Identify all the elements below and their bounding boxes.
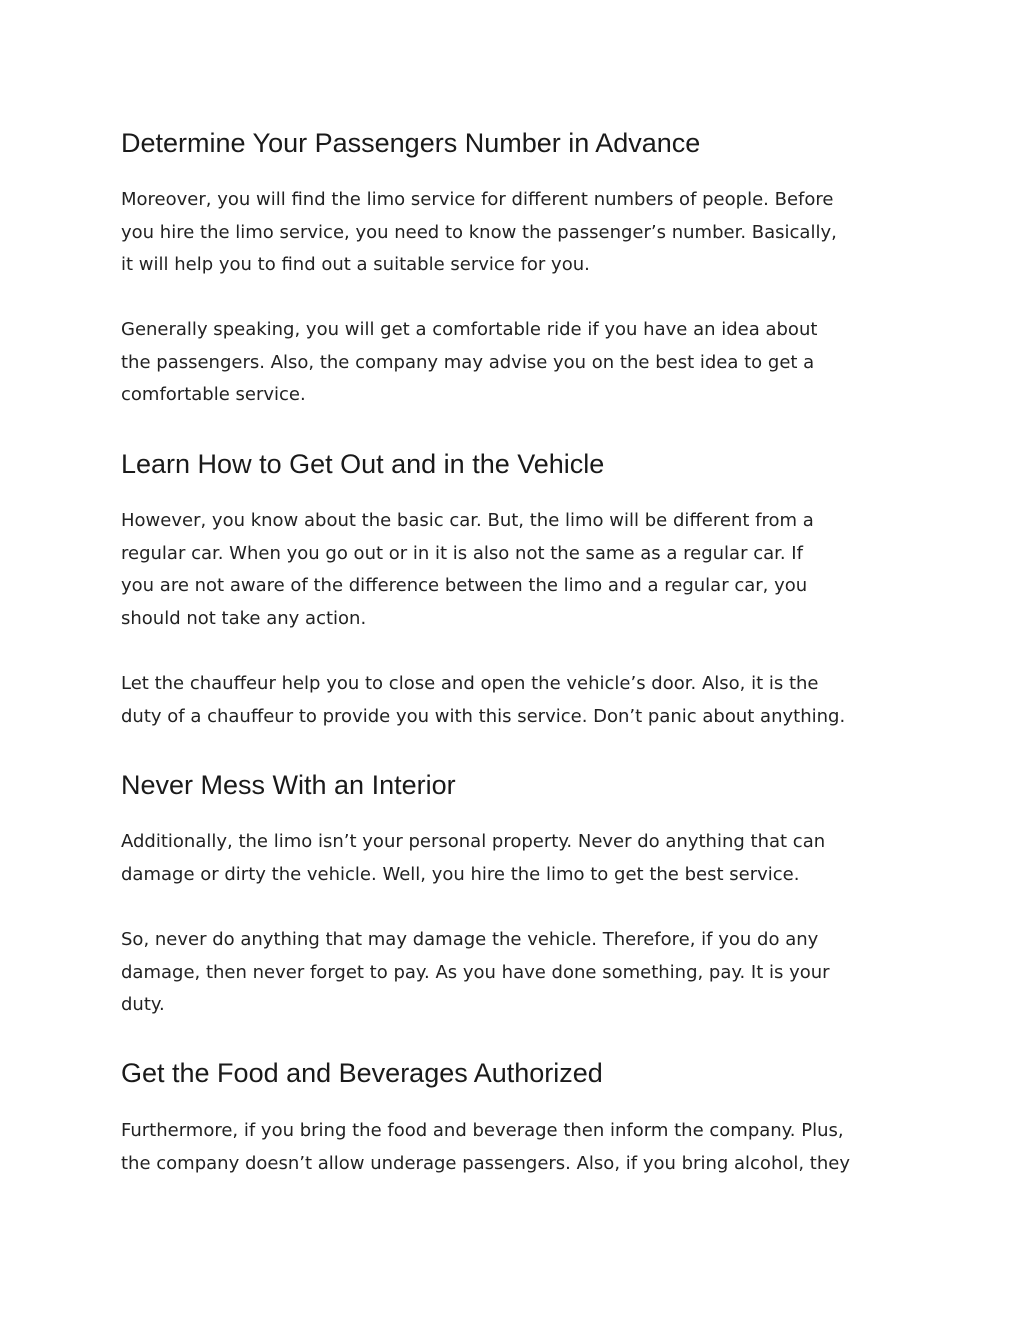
section-heading-food: Get the Food and Beverages Authorized <box>121 1058 603 1088</box>
text-line: should not take any action. <box>121 607 367 629</box>
text-line: Furthermore, if you bring the food and beverage then inform the company. Plus, <box>121 1120 844 1141</box>
paragraph-interior-1 <box>121 826 921 891</box>
text-line: Generally speaking, you will get a comfortable ride if you have an idea about <box>121 319 818 340</box>
text-line: the company doesn’t allow underage passengers. Also, if you bring alcohol, they <box>121 1152 850 1174</box>
text-line: Moreover, you will find the limo service for different numbers of people. Before <box>121 189 834 210</box>
text-line: it will help you to find out a suitable service for you. <box>121 254 590 276</box>
text-line: However, you know about the basic car. But, the limo will be different from a <box>121 510 814 531</box>
text-line: duty of a chauffeur to provide you with this service. Don’t panic about anything. <box>121 705 846 727</box>
section-heading-interior: Never Mess With an Interior <box>121 770 456 800</box>
paragraph-interior-2 <box>121 924 921 1022</box>
text-line: Let the chauffeur help you to close and open the vehicle’s door. Also, it is the <box>121 673 819 694</box>
section-heading-vehicle: Learn How to Get Out and in the Vehicle <box>121 449 605 479</box>
paragraph-passengers-1 <box>121 184 921 282</box>
paragraph-food-1 <box>121 1115 921 1180</box>
text-line: you hire the limo service, you need to know the passenger’s number. Basically, <box>121 221 837 243</box>
text-line: the passengers. Also, the company may advise you on the best idea to get a <box>121 351 815 373</box>
text-line: regular car. When you go out or in it is also not the same as a regular car. If <box>121 542 803 564</box>
text-line: comfortable service. <box>121 384 306 406</box>
text-line: duty. <box>121 994 165 1016</box>
text-line: damage, then never forget to pay. As you have done something, pay. It is your <box>121 961 830 983</box>
text-line: Additionally, the limo isn’t your personal property. Never do anything that can <box>121 831 826 852</box>
paragraph-passengers-2 <box>121 314 921 412</box>
text-line: So, never do anything that may damage the vehicle. Therefore, if you do any <box>121 929 819 950</box>
text-line: damage or dirty the vehicle. Well, you hire the limo to get the best service. <box>121 863 800 885</box>
section-heading-passengers: Determine Your Passengers Number in Advance <box>121 128 701 158</box>
paragraph-vehicle-1 <box>121 505 921 635</box>
paragraph-vehicle-2 <box>121 668 921 733</box>
text-line: you are not aware of the difference between the limo and a regular car, you <box>121 575 808 597</box>
